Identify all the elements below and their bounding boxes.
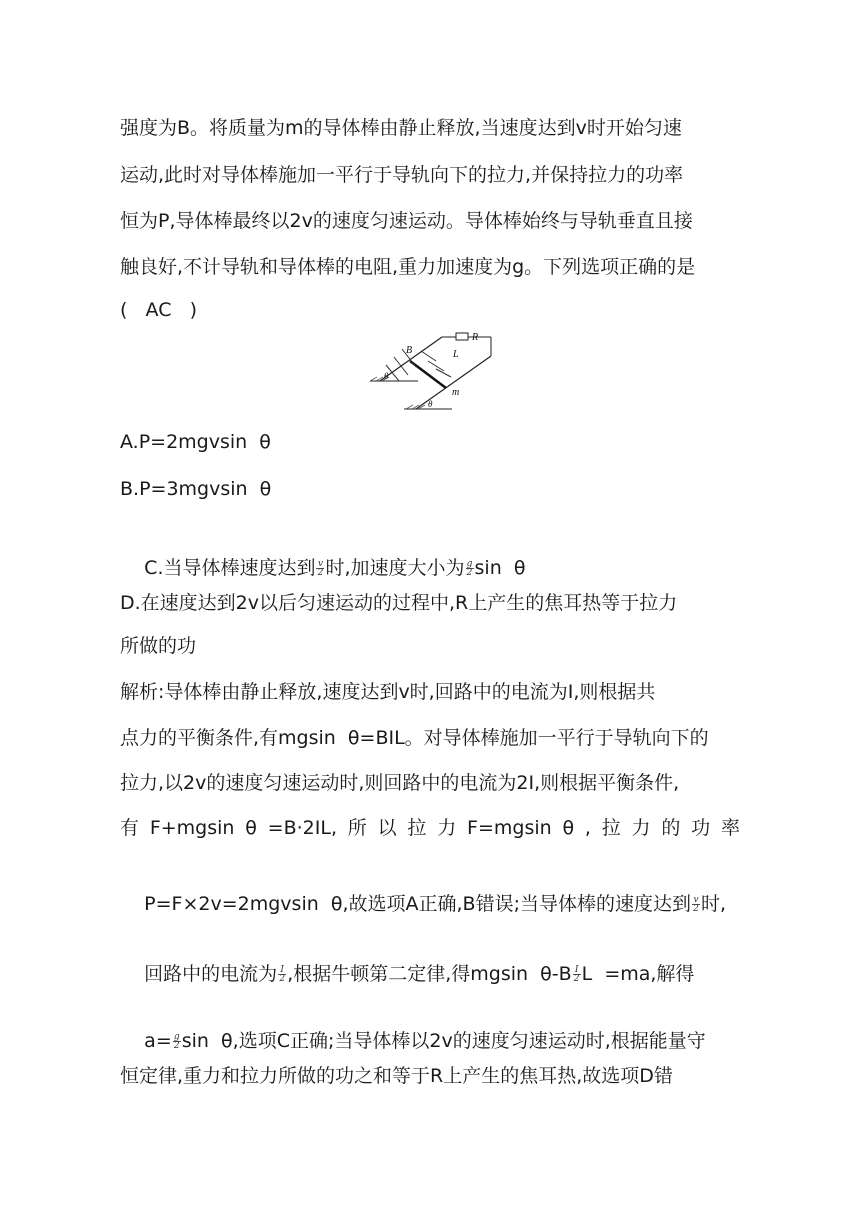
analysis-token: 率 (720, 817, 740, 839)
analysis-token: =B·2IL, (267, 817, 337, 839)
analysis-token: θ (562, 817, 575, 839)
analysis-token: 所 (347, 817, 367, 839)
fraction-i-over-2: $\frac{I}{2}$ (279, 965, 286, 984)
option-c-post: sin θ (474, 557, 526, 579)
label-B: B (406, 345, 413, 356)
fraction-i-over-2: $\frac{I}{2}$ (573, 965, 580, 984)
analysis-token: 功 (691, 817, 711, 839)
analysis-line-6-post: L =ma,解得 (581, 963, 695, 985)
analysis-line-1: 解析:导体棒由静止释放,速度达到v时,回路中的电流为I,则根据共 (120, 681, 656, 703)
analysis-token: 力 (631, 817, 651, 839)
fraction-g-over-2: $\frac{g}{2}$ (173, 1032, 180, 1051)
inclined-rail-diagram (366, 331, 500, 411)
answer-bracket: ( AC ) (120, 299, 197, 321)
analysis-token: 拉 (601, 817, 621, 839)
analysis-token: θ (245, 817, 257, 839)
fraction-g-over-2: $\frac{g}{2}$ (466, 559, 473, 578)
option-c-pre: C.当导体棒速度达到 (144, 557, 316, 579)
analysis-line-8: 恒定律,重力和拉力所做的功之和等于R上产生的焦耳热,故选项D错 (120, 1065, 673, 1087)
stem-line-3: 恒为P,导体棒最终以2v的速度匀速运动。导体棒始终与导轨垂直且接 (120, 210, 693, 232)
analysis-line-6-pre: 回路中的电流为 (144, 963, 278, 985)
analysis-line-5-pre: P=F×2v=2mgvsin θ,故选项A正确,B错误;当导体棒的速度达到 (144, 893, 691, 915)
analysis-token: 力 (437, 817, 457, 839)
analysis-token: 拉 (407, 817, 427, 839)
option-c-mid: 时,加速度大小为 (325, 557, 465, 579)
analysis-line-2: 点力的平衡条件,有mgsin θ=BIL。对导体棒施加一平行于导轨向下的 (120, 727, 709, 749)
analysis-line-3: 拉力,以2v的速度匀速运动时,则回路中的电流为2I,则根据平衡条件, (120, 772, 680, 794)
analysis-line-7-pre: a= (144, 1030, 172, 1052)
analysis-line-5 (120, 865, 740, 943)
analysis-token: , (584, 817, 591, 839)
analysis-line-5-post: 时, (701, 893, 727, 915)
analysis-token: 有 (120, 817, 140, 839)
analysis-line-7-post: sin θ,选项C正确;当导体棒以2v的速度匀速运动时,根据能量守 (181, 1030, 706, 1052)
option-d-line-1: D.在速度达到2v以后匀速运动的过程中,R上产生的焦耳热等于拉力 (120, 592, 678, 614)
option-a: A.P=2mgvsin θ (120, 431, 271, 453)
fraction-v-over-2: $\frac{v}{2}$ (317, 559, 324, 578)
analysis-token: F=mgsin (467, 817, 552, 839)
label-R: R (472, 332, 479, 343)
stem-line-4: 触良好,不计导轨和导体棒的电阻,重力加速度为g。下列选项正确的是 (120, 256, 696, 278)
stem-line-2: 运动,此时对导体棒施加一平行于导轨向下的拉力,并保持拉力的功率 (120, 164, 684, 186)
analysis-token: 的 (661, 817, 681, 839)
label-theta-bottom: θ (428, 399, 433, 409)
label-m: m (452, 387, 460, 398)
analysis-line-4 (120, 815, 740, 841)
label-L: L (453, 349, 459, 360)
analysis-token: F+mgsin (149, 817, 235, 839)
analysis-token: 以 (377, 817, 397, 839)
option-b: B.P=3mgvsin θ (120, 478, 272, 500)
label-theta-top: θ (384, 371, 389, 381)
fraction-v-over-2: $\frac{v}{2}$ (693, 895, 699, 914)
option-d-line-2: 所做的功 (120, 635, 197, 657)
analysis-line-6-mid: ,根据牛顿第二定律,得mgsin θ-B (287, 963, 572, 985)
stem-line-1: 强度为B。将质量为m的导体棒由静止释放,当速度达到v时开始匀速 (120, 117, 682, 139)
